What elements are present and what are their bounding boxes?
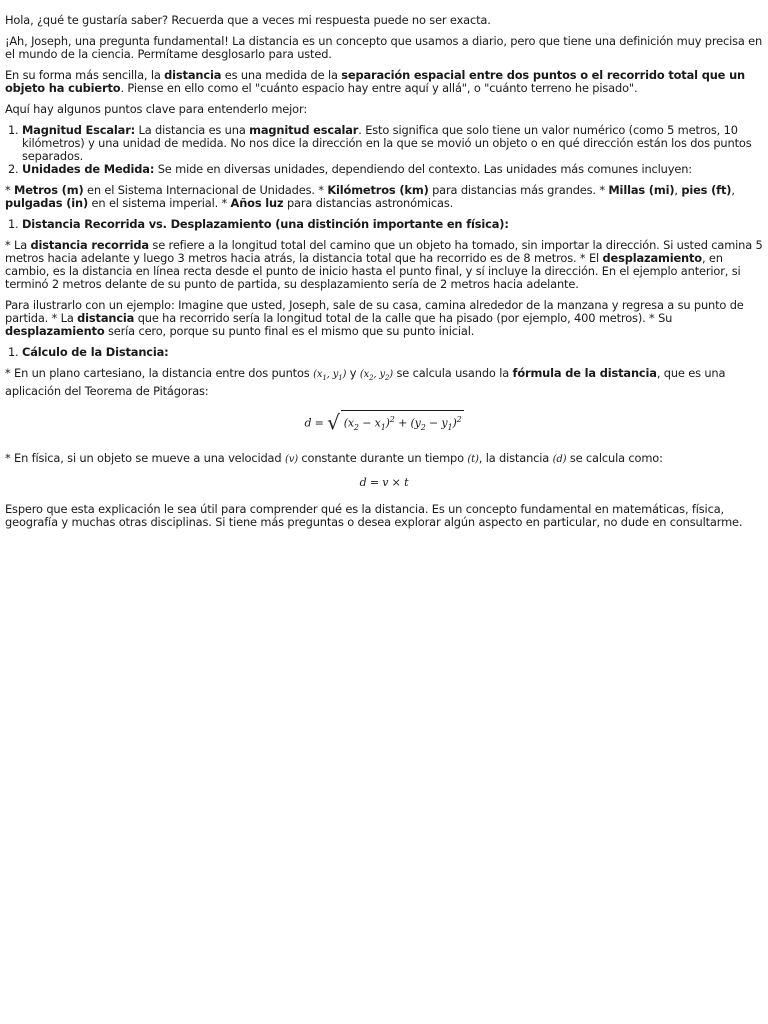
units-text: *	[5, 183, 15, 197]
example-text: que ha recorrido sería la longitud total de la calle que ha pisado (por ejemplo, 400 metros). * Su	[134, 311, 673, 325]
definition-text: En su forma más sencilla, la	[5, 68, 165, 82]
list-item-text: La distancia es una	[135, 123, 250, 137]
greeting-text: Hola, ¿qué te gustaría saber? Recuerda que a veces mi respuesta puede no ser exacta.	[5, 13, 491, 27]
intro-paragraph: ¡Ah, Joseph, una pregunta fundamental! La distancia es un concepto que usamos a diario, pero que tiene una definición muy precisa en el mundo de la ciencia. Permítame desglosarlo para usted.	[5, 34, 763, 61]
list-calculo	[5, 346, 763, 359]
closing-paragraph: Espero que esta explicación le sea útil para comprender qué es la distancia. Es un concepto fundamental en matemáticas, física, geografía y muchas otras disciplinas. Si tiene más preguntas o desea explorar algún aspecto en particular, no dude en consultarme.	[5, 501, 743, 529]
list-item-title: Distancia Recorrida vs. Desplazamiento (una distinción importante en física):	[22, 217, 509, 231]
unit-pies: pies (ft)	[681, 183, 732, 197]
point-1-math: ($x_1$, $y_1$)	[313, 369, 347, 382]
sqrt-symbol: √	[327, 410, 340, 435]
unit-pulgadas: pulgadas (in)	[5, 196, 89, 210]
definition-text: es una medida de la	[221, 68, 342, 82]
physics-text: constante durante un tiempo	[297, 450, 468, 465]
list-item-title: Unidades de Medida:	[22, 162, 155, 176]
list-item-text: . Esto significa que solo tiene un valor numérico (como 5 metros, 10 kilómetros) y una unidad de medida. No nos dice la dirección en la que se movió un objeto o en qué dirección están los dos puntos separados.	[22, 123, 752, 163]
unit-kilometros: Kilómetros (km)	[327, 183, 429, 197]
keypoints-intro: Aquí hay algunos puntos clave para entenderlo mejor:	[5, 102, 308, 116]
unit-anos-luz: Años luz	[230, 196, 284, 210]
definition-bold-term: distancia	[164, 68, 222, 82]
keypoints-list	[5, 124, 763, 176]
physics-text: , la distancia	[478, 450, 553, 465]
cartesian-paragraph	[5, 367, 763, 398]
units-paragraph	[5, 184, 763, 210]
units-text: para distancias astronómicas.	[283, 196, 454, 210]
example-text: sería cero, porque su punto final es el mismo que su punto inicial.	[104, 324, 475, 338]
definition-text: . Piense en ello como el "cuánto espacio hay entre aquí y allá", o "cuánto terreno he pisado".	[120, 81, 638, 95]
definition-paragraph	[5, 69, 763, 95]
example-bold: distancia	[77, 311, 135, 325]
cartesian-text: y	[346, 366, 360, 380]
velocity-formula: d = v × t	[359, 475, 409, 489]
list-item-bold: magnitud escalar	[249, 123, 359, 137]
units-text: ,	[674, 183, 682, 197]
physics-text: se calcula como:	[566, 450, 663, 465]
unit-millas: Millas (mi)	[608, 183, 675, 197]
recorrida-text: se refiere a la longitud total del camino que un objeto ha tomado, sin importar la dirección. Si usted camina 5 metros hacia adelante y luego 3 metros hacia atrás, la distancia total que ha recorrido es de 8 metros. * El	[5, 238, 763, 265]
example-text: Para ilustrarlo con un ejemplo: Imagine que usted, Joseph, sale de su casa, camina alrededor de la manzana y regresa a su punto de partida. * La	[5, 298, 744, 325]
units-text: en el Sistema Internacional de Unidades. *	[83, 183, 328, 197]
list-item-recorrida	[22, 218, 763, 231]
example-bold: desplazamiento	[5, 324, 105, 338]
recorrida-bold: distancia recorrida	[30, 238, 149, 252]
list-item-text: Se mide en diversas unidades, dependiendo del contexto. Las unidades más comunes incluyen:	[154, 162, 692, 176]
sqrt-content: $(x_2 - x_1)^2 + (y_2 - y_1)^2$	[341, 410, 464, 434]
units-text: ,	[731, 183, 735, 197]
unit-metros: Metros (m)	[14, 183, 84, 197]
example-paragraph	[5, 299, 763, 338]
list-distancia-recorrida	[5, 218, 763, 231]
units-text: para distancias más grandes. *	[428, 183, 609, 197]
point-2-math: ($x_2$, $y_2$)	[359, 369, 394, 382]
units-text: en el sistema imperial. *	[88, 196, 231, 210]
physics-paragraph	[5, 452, 763, 466]
recorrida-text: , en cambio, es la distancia en línea recta desde el punto de inicio hasta el punto final, y sí incluye la dirección. En el ejemplo anterior, si terminó 2 metros delante de su punto de partida, su desplazamiento sería de 2 metros hacia adelante.	[5, 251, 741, 291]
list-item-calculo	[22, 346, 763, 359]
list-item-title: Cálculo de la Distancia:	[22, 345, 169, 359]
distance-math: (d)	[552, 453, 567, 465]
velocity-math: (v)	[284, 453, 298, 465]
cartesian-text: , que es una aplicación del Teorema de Pitágoras:	[5, 366, 726, 398]
recorrida-paragraph	[5, 239, 763, 291]
recorrida-text: * La	[5, 238, 31, 252]
definition-bold-phrase: separación espacial entre dos puntos o el recorrido total que un objeto ha cubierto	[5, 68, 745, 95]
desplazamiento-bold: desplazamiento	[602, 251, 702, 265]
list-item-title: Magnitud Escalar:	[22, 123, 136, 137]
formula-bold: fórmula de la distancia	[512, 366, 657, 380]
cartesian-text: se calcula usando la	[393, 366, 513, 380]
physics-text: * En física, si un objeto se mueve a una velocidad	[5, 450, 285, 465]
list-item-magnitud	[22, 124, 763, 163]
time-math: (t)	[467, 453, 479, 465]
distance-formula: d = √ $(x_2 - x_1)^2 + (y_2 - y_1)^2$	[304, 410, 462, 435]
list-item-unidades	[22, 163, 763, 176]
cartesian-text: * En un plano cartesiano, la distancia entre dos puntos	[5, 366, 314, 380]
